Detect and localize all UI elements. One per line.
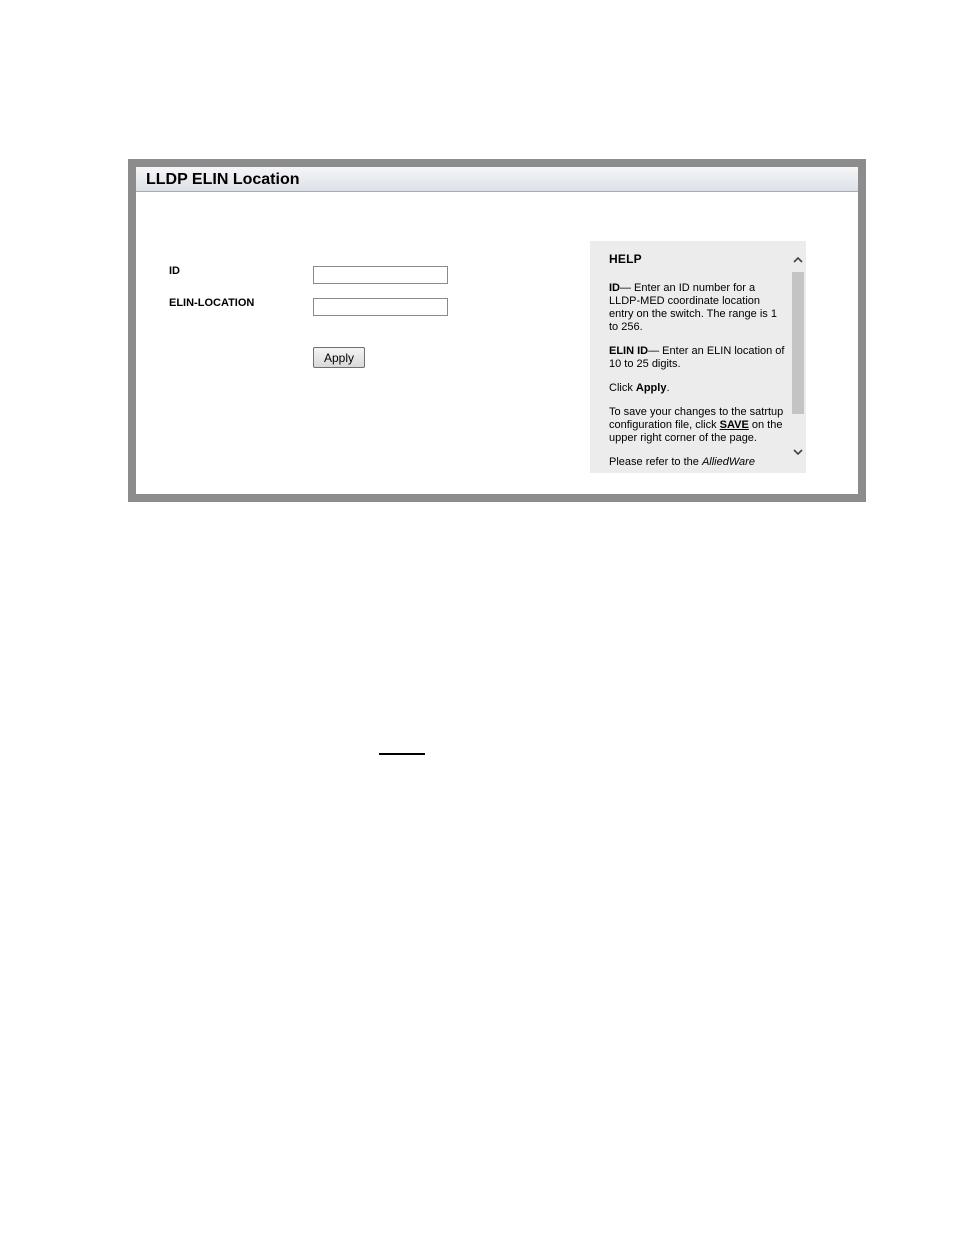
elin-location-input[interactable]: [313, 298, 448, 316]
help-refer-paragraph: [609, 456, 785, 469]
help-scrollbar[interactable]: [790, 241, 806, 473]
help-save-paragraph: [609, 406, 785, 445]
scroll-thumb[interactable]: [792, 272, 804, 414]
help-apply-term: Apply: [635, 382, 667, 394]
help-elin-text: — Enter an ELIN location of 10 to 25 digits.: [609, 345, 785, 370]
id-input[interactable]: [313, 266, 448, 284]
help-save-link[interactable]: SAVE: [719, 419, 749, 431]
help-apply-paragraph: [609, 382, 785, 395]
lldp-elin-location-panel: [128, 159, 866, 502]
page-title: LLDP ELIN Location: [146, 171, 300, 188]
help-id-term: ID: [609, 282, 620, 294]
help-refer-prefix: Please refer to the: [609, 456, 702, 468]
help-save-prefix: To save your changes to the satrtup configuration file, click: [609, 406, 784, 431]
help-apply-prefix: Click: [609, 382, 636, 394]
help-save-suffix: on the upper right corner of the page.: [609, 419, 783, 444]
chevron-down-icon[interactable]: [792, 445, 804, 459]
panel-titlebar: [136, 167, 858, 192]
help-refer-italic: AlliedWare: [701, 456, 755, 468]
help-apply-suffix: .: [666, 382, 670, 394]
help-id-paragraph: [609, 282, 785, 334]
elin-location-label: ELIN-LOCATION: [169, 297, 255, 309]
underline-mark: [379, 753, 425, 755]
help-content: [609, 253, 785, 473]
help-id-text: — Enter an ID number for a LLDP-MED coordinate location entry on the switch. The range is 1 to 256.: [609, 282, 777, 333]
help-panel[interactable]: [590, 241, 806, 473]
chevron-up-icon[interactable]: [792, 253, 804, 267]
help-title: HELP: [609, 252, 642, 266]
apply-button[interactable]: Apply: [313, 347, 365, 368]
help-elin-paragraph: [609, 345, 785, 371]
help-elin-term: ELIN ID: [609, 345, 649, 357]
id-label: ID: [169, 265, 180, 277]
